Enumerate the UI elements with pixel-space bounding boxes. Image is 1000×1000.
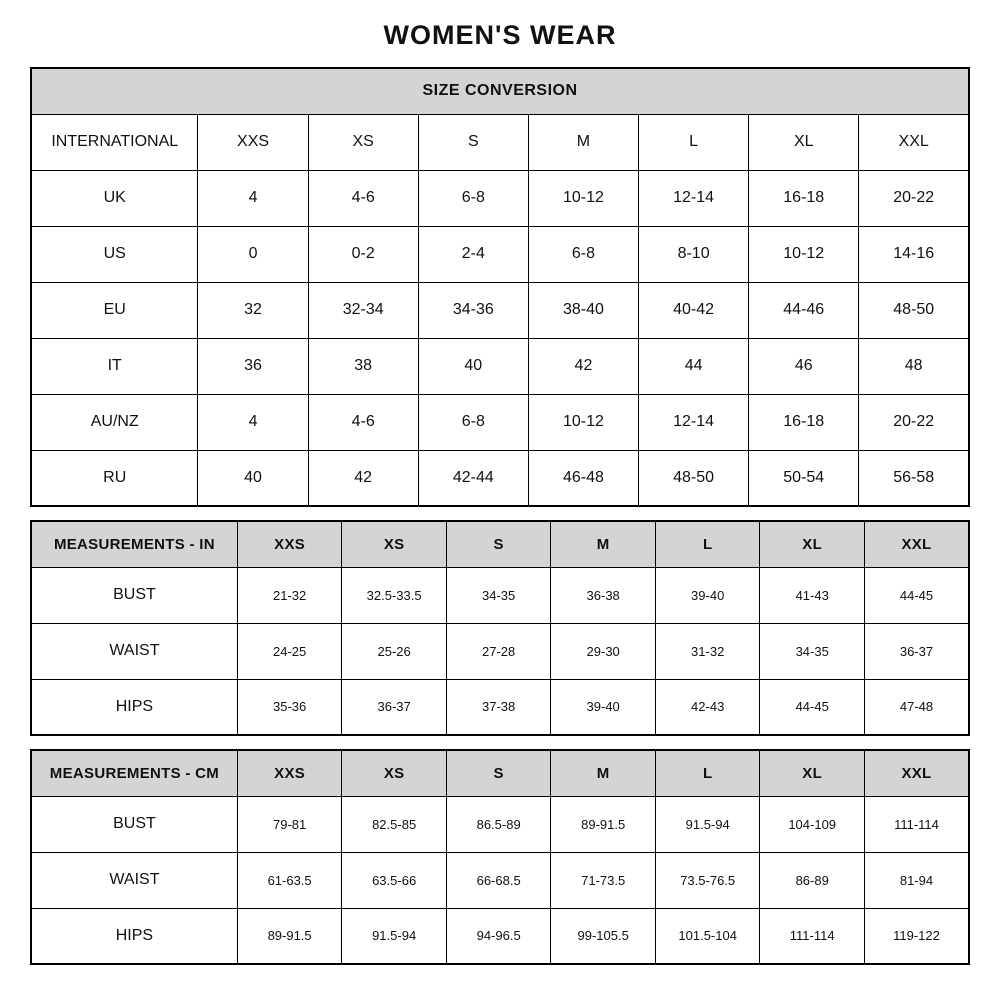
column-header-cell: XXL xyxy=(859,114,969,170)
column-header-cell: XS xyxy=(342,521,447,567)
header-label-cell: MEASUREMENTS - IN xyxy=(31,521,237,567)
value-cell: 94-96.5 xyxy=(446,908,551,964)
size-conversion-table xyxy=(30,67,970,507)
value-cell: 82.5-85 xyxy=(342,796,447,852)
table-row xyxy=(31,170,969,226)
table-row xyxy=(31,282,969,338)
table-row xyxy=(31,226,969,282)
value-cell: 4 xyxy=(198,394,308,450)
value-cell: 21-32 xyxy=(237,567,342,623)
header-row xyxy=(31,521,969,567)
value-cell: 91.5-94 xyxy=(655,796,760,852)
value-cell: 86-89 xyxy=(760,852,865,908)
value-cell: 89-91.5 xyxy=(551,796,656,852)
value-cell: 14-16 xyxy=(859,226,969,282)
table-banner: SIZE CONVERSION xyxy=(31,68,969,114)
value-cell: 10-12 xyxy=(528,170,638,226)
header-row xyxy=(31,114,969,170)
value-cell: 34-35 xyxy=(760,623,865,679)
table-row xyxy=(31,679,969,735)
value-cell: 0 xyxy=(198,226,308,282)
value-cell: 4-6 xyxy=(308,170,418,226)
row-label-cell: HIPS xyxy=(31,679,237,735)
column-header-cell: L xyxy=(639,114,749,170)
value-cell: 86.5-89 xyxy=(446,796,551,852)
value-cell: 48-50 xyxy=(859,282,969,338)
value-cell: 101.5-104 xyxy=(655,908,760,964)
value-cell: 32 xyxy=(198,282,308,338)
column-header-cell: XXL xyxy=(864,750,969,796)
column-header-cell: S xyxy=(446,521,551,567)
value-cell: 31-32 xyxy=(655,623,760,679)
column-header-cell: XXS xyxy=(237,521,342,567)
value-cell: 40 xyxy=(418,338,528,394)
value-cell: 48-50 xyxy=(639,450,749,506)
table-row xyxy=(31,394,969,450)
column-header-cell: XL xyxy=(760,750,865,796)
value-cell: 44 xyxy=(639,338,749,394)
value-cell: 36 xyxy=(198,338,308,394)
value-cell: 46 xyxy=(749,338,859,394)
value-cell: 79-81 xyxy=(237,796,342,852)
row-label-cell: WAIST xyxy=(31,623,237,679)
value-cell: 119-122 xyxy=(864,908,969,964)
column-header-cell: L xyxy=(655,750,760,796)
row-label-cell: AU/NZ xyxy=(31,394,198,450)
value-cell: 12-14 xyxy=(639,170,749,226)
value-cell: 6-8 xyxy=(418,394,528,450)
value-cell: 0-2 xyxy=(308,226,418,282)
value-cell: 6-8 xyxy=(418,170,528,226)
value-cell: 20-22 xyxy=(859,394,969,450)
value-cell: 24-25 xyxy=(237,623,342,679)
column-header-cell: XS xyxy=(342,750,447,796)
column-header-cell: XL xyxy=(749,114,859,170)
value-cell: 104-109 xyxy=(760,796,865,852)
table-row xyxy=(31,852,969,908)
value-cell: 42-44 xyxy=(418,450,528,506)
value-cell: 32-34 xyxy=(308,282,418,338)
value-cell: 42-43 xyxy=(655,679,760,735)
value-cell: 10-12 xyxy=(749,226,859,282)
value-cell: 111-114 xyxy=(864,796,969,852)
value-cell: 29-30 xyxy=(551,623,656,679)
row-label-cell: WAIST xyxy=(31,852,237,908)
value-cell: 40 xyxy=(198,450,308,506)
column-header-cell: XXS xyxy=(237,750,342,796)
value-cell: 27-28 xyxy=(446,623,551,679)
value-cell: 42 xyxy=(528,338,638,394)
value-cell: 46-48 xyxy=(528,450,638,506)
value-cell: 16-18 xyxy=(749,170,859,226)
row-label-cell: BUST xyxy=(31,567,237,623)
column-header-cell: S xyxy=(418,114,528,170)
value-cell: 35-36 xyxy=(237,679,342,735)
value-cell: 44-45 xyxy=(760,679,865,735)
row-label-cell: EU xyxy=(31,282,198,338)
value-cell: 44-45 xyxy=(864,567,969,623)
table-row xyxy=(31,796,969,852)
value-cell: 89-91.5 xyxy=(237,908,342,964)
value-cell: 36-37 xyxy=(864,623,969,679)
table-row xyxy=(31,567,969,623)
column-header-cell: L xyxy=(655,521,760,567)
value-cell: 71-73.5 xyxy=(551,852,656,908)
column-header-cell: XXL xyxy=(864,521,969,567)
value-cell: 63.5-66 xyxy=(342,852,447,908)
row-label-cell: BUST xyxy=(31,796,237,852)
page-title: WOMEN'S WEAR xyxy=(383,20,617,50)
table-row xyxy=(31,450,969,506)
value-cell: 34-35 xyxy=(446,567,551,623)
value-cell: 4-6 xyxy=(308,394,418,450)
value-cell: 6-8 xyxy=(528,226,638,282)
row-label-cell: RU xyxy=(31,450,198,506)
column-header-cell: M xyxy=(551,750,656,796)
value-cell: 36-37 xyxy=(342,679,447,735)
value-cell: 91.5-94 xyxy=(342,908,447,964)
value-cell: 25-26 xyxy=(342,623,447,679)
value-cell: 42 xyxy=(308,450,418,506)
measurements-in-table xyxy=(30,520,970,736)
value-cell: 38 xyxy=(308,338,418,394)
header-row xyxy=(31,750,969,796)
row-label-cell: UK xyxy=(31,170,198,226)
value-cell: 66-68.5 xyxy=(446,852,551,908)
table-row xyxy=(31,623,969,679)
value-cell: 20-22 xyxy=(859,170,969,226)
value-cell: 61-63.5 xyxy=(237,852,342,908)
value-cell: 2-4 xyxy=(418,226,528,282)
value-cell: 50-54 xyxy=(749,450,859,506)
value-cell: 10-12 xyxy=(528,394,638,450)
value-cell: 34-36 xyxy=(418,282,528,338)
value-cell: 8-10 xyxy=(639,226,749,282)
value-cell: 16-18 xyxy=(749,394,859,450)
value-cell: 47-48 xyxy=(864,679,969,735)
value-cell: 37-38 xyxy=(446,679,551,735)
value-cell: 48 xyxy=(859,338,969,394)
header-label-cell: INTERNATIONAL xyxy=(31,114,198,170)
column-header-cell: XL xyxy=(760,521,865,567)
value-cell: 56-58 xyxy=(859,450,969,506)
table-row xyxy=(31,908,969,964)
value-cell: 41-43 xyxy=(760,567,865,623)
row-label-cell: US xyxy=(31,226,198,282)
value-cell: 111-114 xyxy=(760,908,865,964)
column-header-cell: XS xyxy=(308,114,418,170)
value-cell: 4 xyxy=(198,170,308,226)
value-cell: 44-46 xyxy=(749,282,859,338)
column-header-cell: XXS xyxy=(198,114,308,170)
value-cell: 40-42 xyxy=(639,282,749,338)
column-header-cell: M xyxy=(528,114,638,170)
value-cell: 73.5-76.5 xyxy=(655,852,760,908)
column-header-cell: M xyxy=(551,521,656,567)
table-row xyxy=(31,338,969,394)
measurements-cm-table xyxy=(30,749,970,965)
row-label-cell: IT xyxy=(31,338,198,394)
value-cell: 99-105.5 xyxy=(551,908,656,964)
row-label-cell: HIPS xyxy=(31,908,237,964)
column-header-cell: S xyxy=(446,750,551,796)
value-cell: 39-40 xyxy=(551,679,656,735)
value-cell: 36-38 xyxy=(551,567,656,623)
value-cell: 32.5-33.5 xyxy=(342,567,447,623)
value-cell: 81-94 xyxy=(864,852,969,908)
banner-row xyxy=(31,68,969,114)
header-label-cell: MEASUREMENTS - CM xyxy=(31,750,237,796)
value-cell: 39-40 xyxy=(655,567,760,623)
value-cell: 12-14 xyxy=(639,394,749,450)
value-cell: 38-40 xyxy=(528,282,638,338)
